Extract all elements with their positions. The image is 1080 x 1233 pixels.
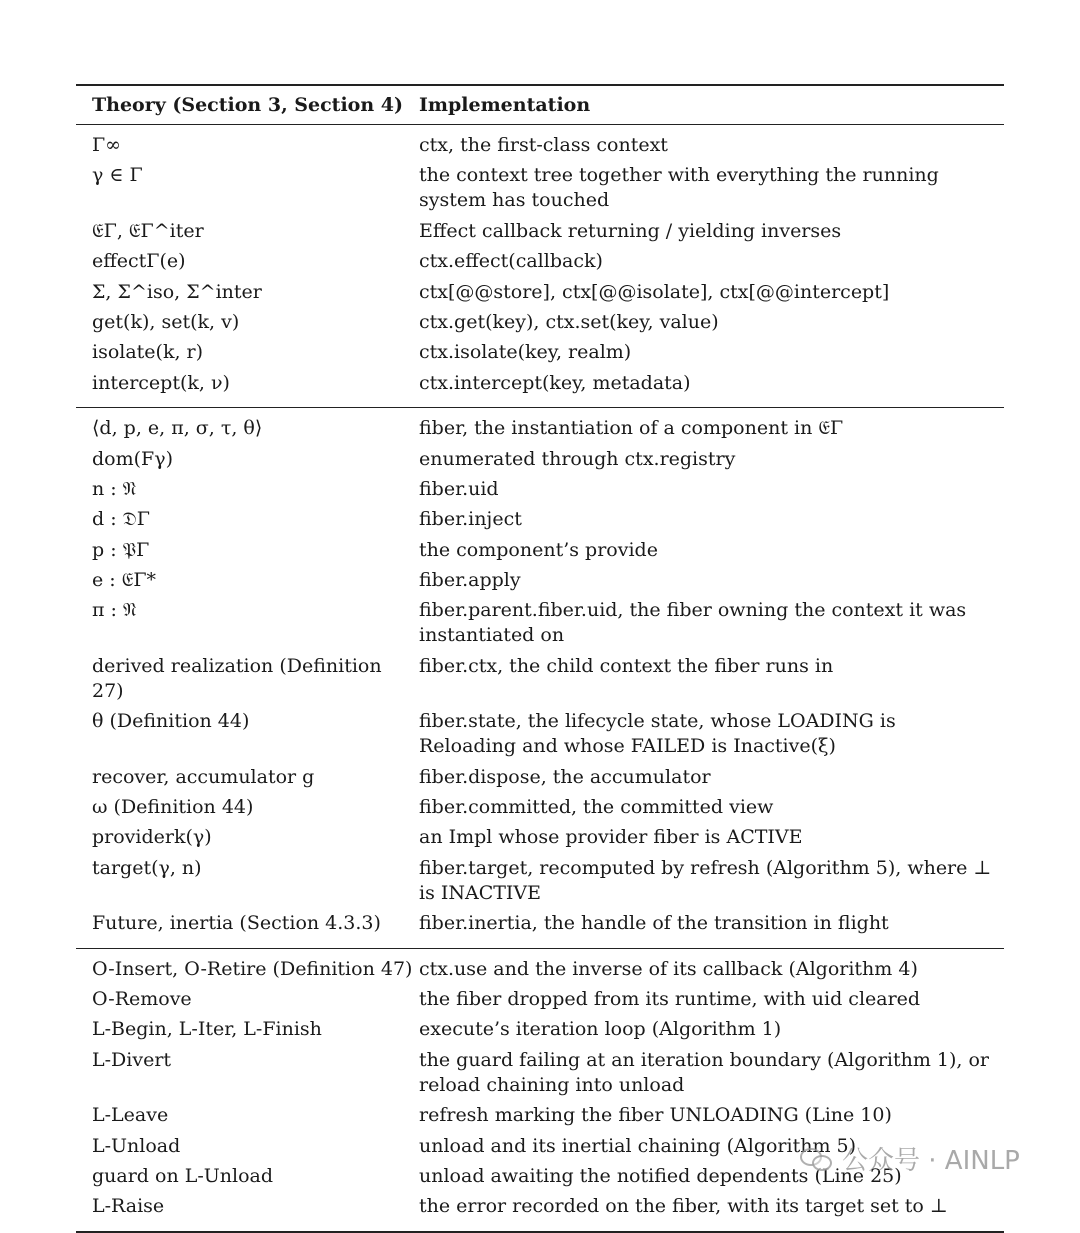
- implementation-cell: unload awaiting the notified dependents (Line 25): [419, 1164, 902, 1187]
- theory-cell: effectΓ(e): [92, 250, 186, 273]
- table-header: [76, 86, 1004, 124]
- table-row: [76, 133, 1004, 158]
- theory-cell: isolate(k, r): [92, 341, 204, 364]
- implementation-cell: the component’s provide: [419, 538, 658, 561]
- implementation-cell: fiber.apply: [419, 569, 521, 592]
- implementation-cell: the guard failing at an iteration boundary (Algorithm 1), or reload chaining into unload: [419, 1048, 990, 1096]
- implementation-cell: fiber.uid: [419, 477, 499, 500]
- table-row: [76, 340, 1004, 365]
- table-row: [76, 1017, 1004, 1042]
- header-theory: Theory (Section 3, Section 4): [92, 94, 403, 116]
- table-row: [76, 987, 1004, 1012]
- implementation-cell: ctx[@@store], ctx[@@isolate], ctx[@@intercept]: [419, 280, 890, 303]
- theory-cell: γ ∈ Γ: [92, 164, 143, 187]
- theory-cell: L-Leave: [92, 1104, 169, 1127]
- table-row: [76, 598, 1004, 648]
- implementation-cell: fiber.committed, the committed view: [419, 796, 774, 819]
- table-bottom-rule: [76, 1231, 1004, 1233]
- implementation-cell: the context tree together with everything the running system has touched: [419, 164, 939, 212]
- theory-cell: d : 𝔇Γ: [92, 508, 150, 531]
- theory-cell: L-Divert: [92, 1048, 172, 1071]
- table-row: [76, 568, 1004, 593]
- theory-cell: p : 𝔓Γ: [92, 538, 150, 561]
- table-row: [76, 163, 1004, 213]
- theory-cell: 𝔈Γ, 𝔈Γ^iter: [92, 219, 204, 242]
- theory-cell: dom(Fγ): [92, 447, 173, 470]
- implementation-cell: fiber.parent.fiber.uid, the fiber owning the context it was instantiated on: [419, 599, 967, 647]
- table-row: [76, 654, 1004, 704]
- implementation-cell: fiber.target, recomputed by refresh (Algorithm 5), where ⊥ is INACTIVE: [419, 856, 992, 904]
- theory-cell: ⟨d, p, e, π, σ, τ, θ⟩: [92, 417, 263, 440]
- theory-cell: L-Raise: [92, 1195, 165, 1218]
- table-group-rules: [76, 949, 1004, 1231]
- implementation-cell: fiber.inject: [419, 508, 522, 531]
- table-row: [76, 477, 1004, 502]
- implementation-cell: ctx.isolate(key, realm): [419, 341, 632, 364]
- implementation-cell: an Impl whose provider fiber is ACTIVE: [419, 826, 803, 849]
- implementation-cell: ctx, the first-class context: [419, 134, 668, 156]
- table-row: [76, 538, 1004, 563]
- theory-cell: e : 𝔈Γ*: [92, 569, 157, 592]
- implementation-cell: the fiber dropped from its runtime, with uid cleared: [419, 987, 921, 1010]
- header-implementation: Implementation: [419, 94, 591, 116]
- theory-cell: n : 𝔑: [92, 477, 137, 500]
- theory-cell: get(k), set(k, v): [92, 310, 240, 333]
- theory-cell: Σ, Σ^iso, Σ^inter: [92, 280, 262, 303]
- implementation-cell: Effect callback returning / yielding inverses: [419, 219, 842, 242]
- implementation-cell: fiber.state, the lifecycle state, whose LOADING is Reloading and whose FAILED is Inactive(ξ): [419, 710, 896, 758]
- implementation-cell: refresh marking the fiber UNLOADING (Line 10): [419, 1104, 892, 1127]
- mapping-table: [76, 84, 1004, 1233]
- implementation-cell: fiber.inertia, the handle of the transition in flight: [419, 912, 889, 935]
- implementation-cell: unload and its inertial chaining (Algorithm 5): [419, 1134, 857, 1157]
- watermark-text: 公众号 · AINLP: [842, 1146, 1020, 1176]
- table-row: [76, 795, 1004, 820]
- implementation-cell: execute’s iteration loop (Algorithm 1): [419, 1018, 782, 1041]
- table-row: [76, 507, 1004, 532]
- theory-cell: derived realization (Definition 27): [92, 654, 382, 702]
- table-row: [76, 447, 1004, 472]
- theory-cell: intercept(k, ν): [92, 371, 230, 394]
- table-row: [76, 310, 1004, 335]
- theory-cell: providerk(γ): [92, 826, 212, 849]
- implementation-cell: the error recorded on the fiber, with its target set to ⊥: [419, 1195, 948, 1218]
- theory-cell: recover, accumulator g: [92, 765, 315, 788]
- theory-cell: Γ∞: [92, 134, 122, 156]
- theory-cell: ω (Definition 44): [92, 796, 254, 819]
- theory-cell: L-Unload: [92, 1134, 181, 1157]
- table-row: [76, 219, 1004, 244]
- implementation-cell: fiber.ctx, the child context the fiber runs in: [419, 654, 834, 677]
- implementation-cell: enumerated through ctx.registry: [419, 447, 736, 470]
- table-row: [76, 1048, 1004, 1098]
- theory-cell: L-Begin, L-Iter, L-Finish: [92, 1018, 322, 1041]
- table-row: [76, 371, 1004, 396]
- table-group-context: [76, 125, 1004, 407]
- table-row: [76, 825, 1004, 850]
- table-row: [76, 911, 1004, 936]
- implementation-cell: ctx.intercept(key, metadata): [419, 371, 691, 394]
- implementation-cell: ctx.get(key), ctx.set(key, value): [419, 310, 719, 333]
- theory-cell: O-Insert, O-Retire (Definition 47): [92, 957, 413, 980]
- table-row: [76, 280, 1004, 305]
- table-row: [76, 765, 1004, 790]
- theory-cell: π : 𝔑: [92, 599, 137, 622]
- implementation-cell: ctx.effect(callback): [419, 250, 603, 273]
- table-group-fiber: [76, 408, 1004, 947]
- watermark: [800, 1140, 1020, 1177]
- theory-cell: target(γ, n): [92, 856, 202, 879]
- theory-cell: guard on L-Unload: [92, 1164, 274, 1187]
- table-row: [76, 1103, 1004, 1128]
- table-row: [76, 709, 1004, 759]
- implementation-cell: fiber, the instantiation of a component in 𝔈Γ: [419, 417, 844, 440]
- table-row: [76, 416, 1004, 441]
- implementation-cell: fiber.dispose, the accumulator: [419, 765, 711, 788]
- table-row: [76, 1194, 1004, 1219]
- implementation-cell: ctx.use and the inverse of its callback (Algorithm 4): [419, 957, 918, 980]
- wechat-icon: [800, 1146, 834, 1172]
- theory-cell: Future, inertia (Section 4.3.3): [92, 912, 381, 935]
- theory-cell: θ (Definition 44): [92, 710, 250, 733]
- table-row: [76, 856, 1004, 906]
- table-row: [76, 249, 1004, 274]
- table-row: [76, 957, 1004, 982]
- theory-cell: O-Remove: [92, 987, 192, 1010]
